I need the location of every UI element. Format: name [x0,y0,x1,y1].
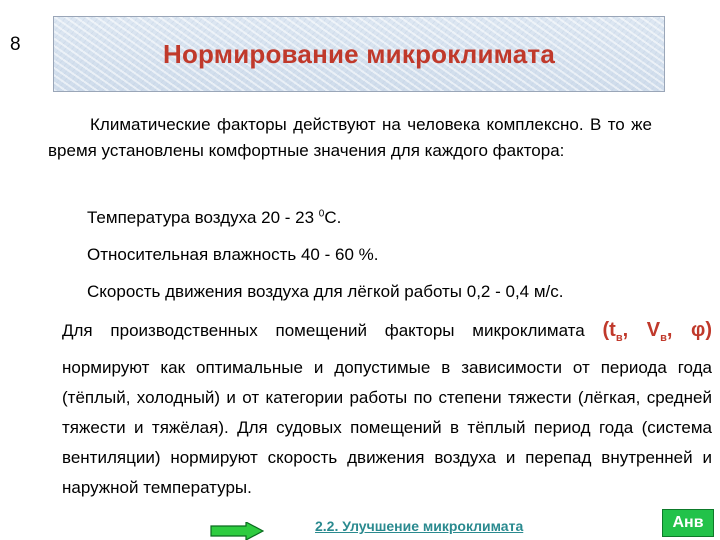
next-section-link[interactable]: 2.2. Улучшение микроклимата [315,518,524,534]
factor-temperature-text: Температура воздуха 20 - 23 [87,208,319,227]
factor-temperature-unit: С. [324,208,342,227]
variables [602,319,712,344]
intro-paragraph: Климатические факторы действуют на человека комплексно. В то же время установлены комфортные значения для каждого фактора: [48,115,652,160]
slide-number: 8 [10,34,21,55]
var-close: , φ) [666,319,712,341]
factor-humidity: Относительная влажность 40 - 60 %. [87,245,379,264]
main-text-before: Для производственных помещений факторы микроклимата [62,321,603,340]
page-title: Нормирование микроклимата [162,38,556,69]
main-paragraph [62,315,712,503]
main-text-after: нормируют как оптимальные и допустимые в зависимости от периода года (тёплый, холодный) и от категории работы по степени тяжести (лёгкая, средней тяжести и тяжёлая). Для судовых помещений в тёплый период года (система вентиляции) нормируют скорость движения воздуха и перепад внутренней и наружной температуры. [62,358,712,497]
var-v-sub: в [660,332,667,344]
anv-button[interactable]: Анв [662,509,714,537]
factor-air-speed: Скорость движения воздуха для лёгкой работы 0,2 - 0,4 м/с. [87,282,564,301]
var-open: (t [602,319,616,341]
var-sep: , V [622,319,661,341]
factor-temperature [87,208,341,228]
arrow-right-icon[interactable] [210,522,264,540]
var-t-sub: в [615,332,623,344]
title-banner [53,16,665,92]
degree-superscript: 0 [318,208,325,220]
